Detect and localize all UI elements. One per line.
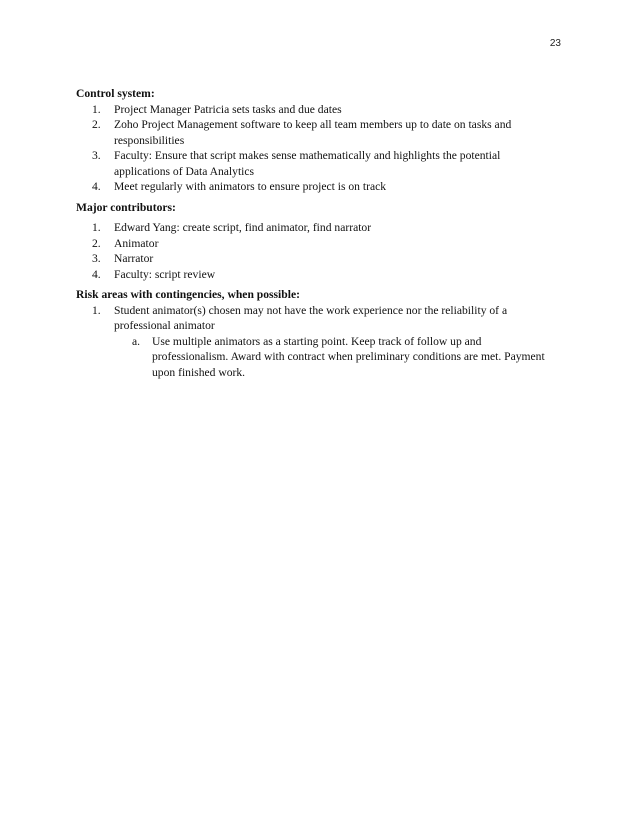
page-number: 23 <box>549 38 561 49</box>
list-marker: 3. <box>92 149 101 162</box>
risk-areas-section <box>76 287 556 380</box>
list-item-text: Edward Yang: create script, find animator, find narrator <box>114 221 372 234</box>
list-item <box>76 117 556 148</box>
list-item <box>76 267 556 283</box>
list-item-text: Faculty: script review <box>114 267 216 281</box>
list-marker: 2. <box>92 118 101 131</box>
list-item <box>76 220 556 236</box>
document-body <box>76 86 556 385</box>
list-item <box>76 148 556 179</box>
list-marker: 3. <box>92 252 101 265</box>
list-item <box>76 303 556 381</box>
risk-contingency-list <box>114 334 556 381</box>
major-contributors-list <box>76 220 556 282</box>
sub-list-item-text: Use multiple animators as a starting point. Keep track of follow up and professionalism. Award with contract when preliminary conditions are met. Payment upon finished work. <box>152 334 545 379</box>
list-item-text: Meet regularly with animators to ensure project is on track <box>114 180 387 193</box>
list-item-text: Student animator(s) chosen may not have the work experience nor the reliability of a professional animator <box>114 303 508 332</box>
list-item-text: Animator <box>114 236 159 250</box>
sub-list-marker: a. <box>132 334 141 348</box>
list-marker: 1. <box>92 303 101 317</box>
list-marker: 2. <box>92 236 101 250</box>
list-item-text: Narrator <box>114 252 154 265</box>
sub-list-item <box>114 334 556 381</box>
list-item <box>76 251 556 267</box>
list-marker: 1. <box>92 102 101 116</box>
control-system-list <box>76 102 556 195</box>
list-item <box>76 179 556 195</box>
list-item-text: Faculty: Ensure that script makes sense mathematically and highlights the potential applications of Data Analytics <box>114 149 501 178</box>
list-item <box>76 102 556 118</box>
major-contributors-section <box>76 200 556 283</box>
list-marker: 4. <box>92 180 101 193</box>
list-item-text: Project Manager Patricia sets tasks and due dates <box>114 102 342 116</box>
risk-areas-heading: Risk areas with contingencies, when possible: <box>76 288 300 301</box>
list-item-text: Zoho Project Management software to keep all team members up to date on tasks and responsibilities <box>114 118 512 147</box>
list-marker: 1. <box>92 221 101 234</box>
major-contributors-heading: Major contributors: <box>76 200 176 214</box>
control-system-section <box>76 86 556 195</box>
control-system-heading: Control system: <box>76 87 155 100</box>
risk-areas-list <box>76 303 556 381</box>
list-item <box>76 236 556 252</box>
list-marker: 4. <box>92 267 101 281</box>
